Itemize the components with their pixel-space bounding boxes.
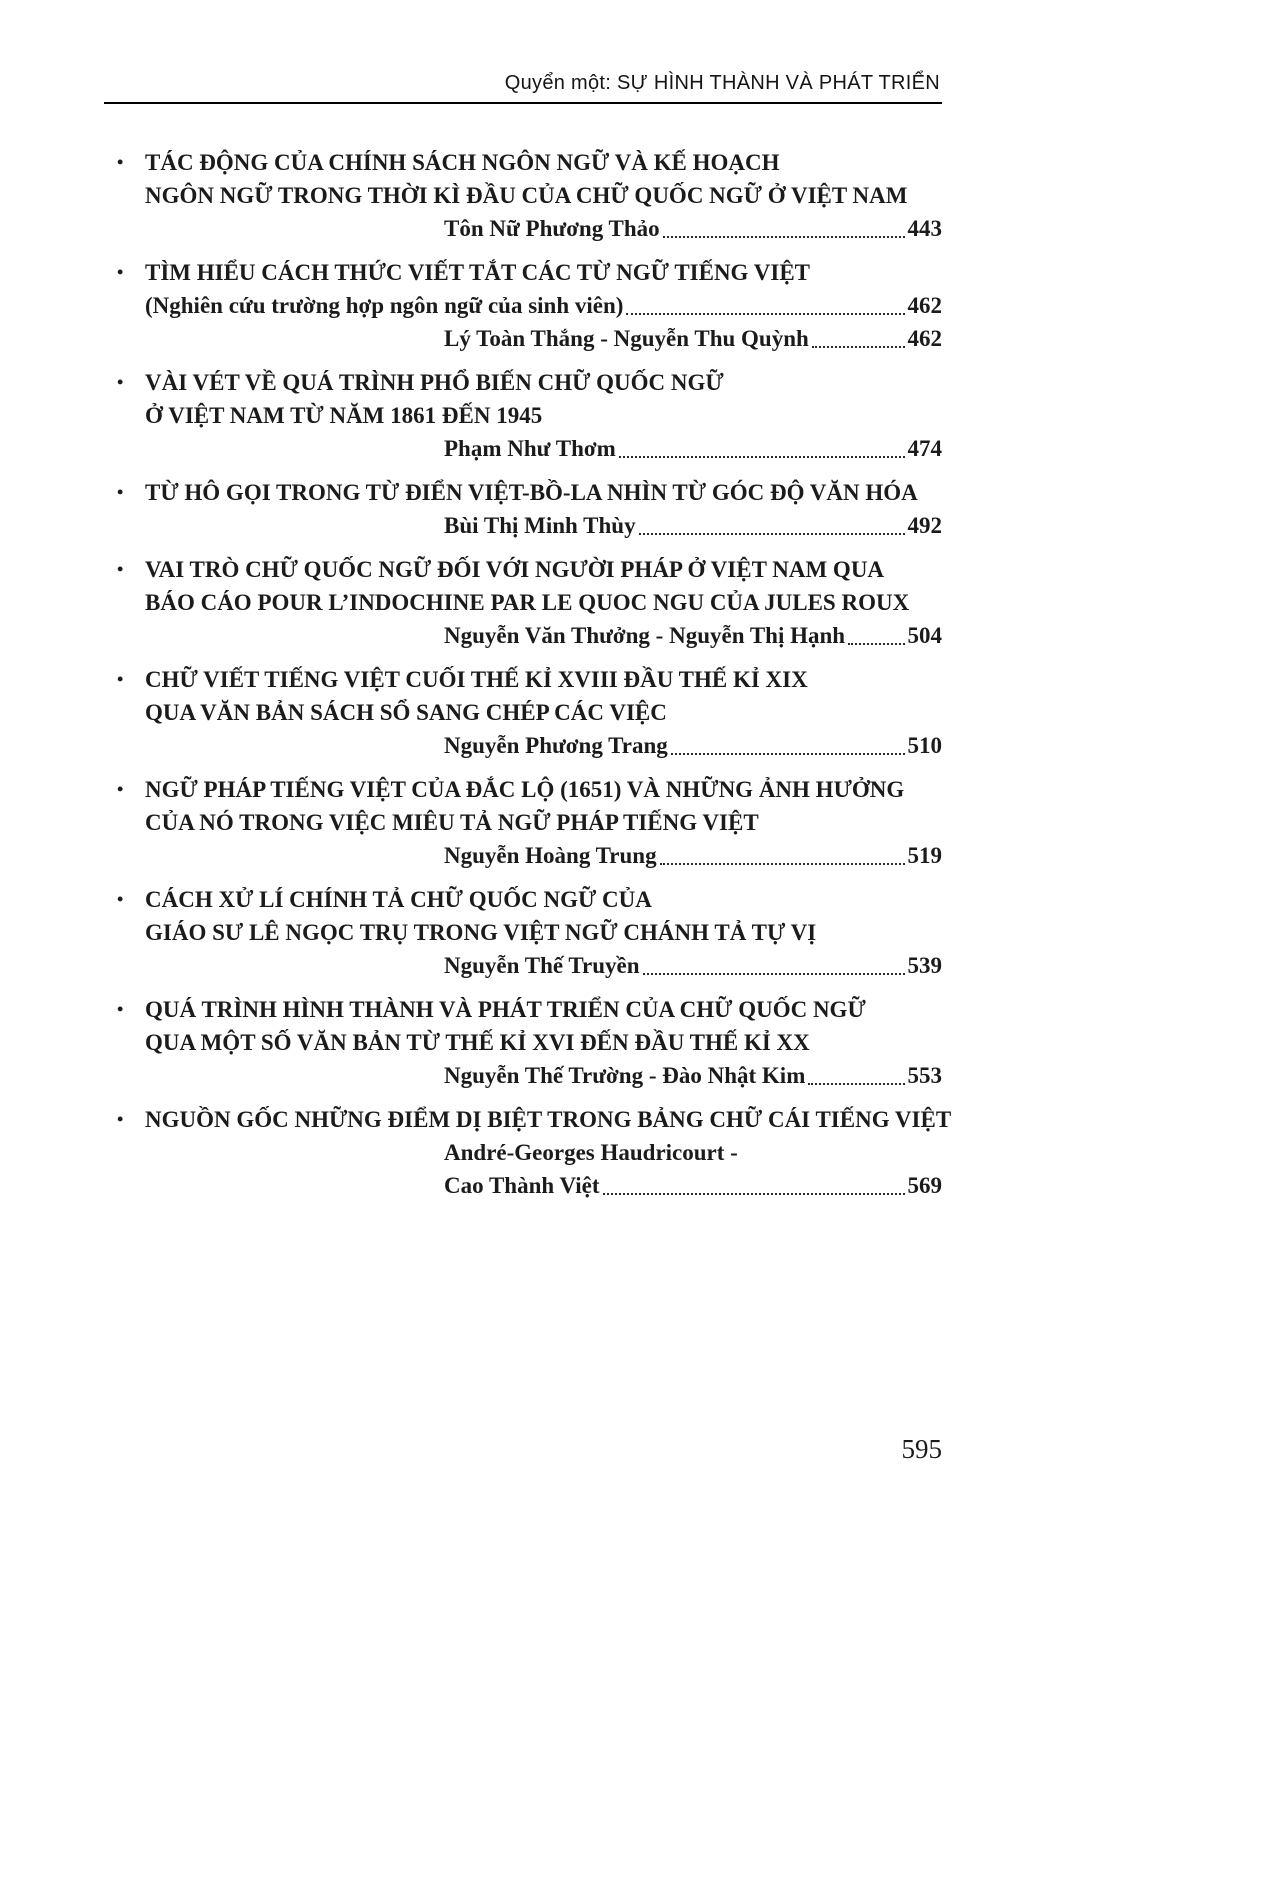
toc-title-text: TÌM HIỂU CÁCH THỨC VIẾT TẮT CÁC TỪ NGỮ TIẾNG VIỆT xyxy=(145,260,811,285)
toc-author-line xyxy=(104,729,942,762)
table-of-contents xyxy=(104,146,952,1202)
bullet-icon: • xyxy=(117,1109,124,1129)
toc-title-text: VÀI VÉT VỀ QUÁ TRÌNH PHỔ BIẾN CHỮ QUỐC NGỮ xyxy=(145,370,724,395)
toc-author-line xyxy=(104,322,942,355)
toc-author-name: Bùi Thị Minh Thùy xyxy=(444,513,636,538)
toc-author-name: Nguyễn Thế Trường - Đào Nhật Kim xyxy=(444,1063,806,1088)
bullet-icon: • xyxy=(117,262,124,282)
toc-author-line xyxy=(104,1136,942,1169)
toc-title-text: VAI TRÒ CHỮ QUỐC NGỮ ĐỐI VỚI NGƯỜI PHÁP Ở VIỆT NAM QUA xyxy=(145,557,885,582)
toc-page-number: 539 xyxy=(907,953,942,978)
header-rule xyxy=(104,102,942,104)
toc-title-line xyxy=(104,1103,952,1136)
bullet-icon: • xyxy=(117,152,124,172)
toc-author-line xyxy=(104,212,942,245)
toc-author-name: Lý Toàn Thắng - Nguyễn Thu Quỳnh xyxy=(444,326,809,351)
toc-title-line xyxy=(104,993,942,1026)
bullet-icon: • xyxy=(117,889,124,909)
toc-author-line xyxy=(104,432,942,465)
toc-title-line xyxy=(104,586,942,619)
toc-entry xyxy=(104,1103,952,1202)
toc-author-line xyxy=(104,949,942,982)
toc-page-number: 504 xyxy=(907,623,942,648)
toc-title-text: (Nghiên cứu trường hợp ngôn ngữ của sinh viên) xyxy=(145,293,624,318)
dot-leader xyxy=(603,1193,905,1195)
bullet-icon: • xyxy=(117,669,124,689)
toc-page-number: 492 xyxy=(907,513,942,538)
toc-author-line xyxy=(104,839,942,872)
bullet-icon: • xyxy=(117,372,124,392)
toc-page-number: 462 xyxy=(907,293,942,318)
toc-entry xyxy=(104,366,942,465)
toc-author-name: Phạm Như Thơm xyxy=(444,436,616,461)
toc-title-line xyxy=(104,696,942,729)
bullet-icon: • xyxy=(117,559,124,579)
toc-entry xyxy=(104,663,942,762)
toc-title-line xyxy=(104,146,942,179)
toc-entry xyxy=(104,773,942,872)
toc-title-text: NGUỒN GỐC NHỮNG ĐIỂM DỊ BIỆT TRONG BẢNG CHỮ CÁI TIẾNG VIỆT xyxy=(145,1107,952,1132)
toc-title-line xyxy=(104,553,942,586)
toc-title-line xyxy=(104,883,942,916)
toc-title-line xyxy=(104,179,942,212)
toc-page-number: 443 xyxy=(907,216,942,241)
dot-leader xyxy=(639,533,905,535)
toc-title-text: NGỮ PHÁP TIẾNG VIỆT CỦA ĐẮC LỘ (1651) VÀ NHỮNG ẢNH HƯỞNG xyxy=(145,777,905,802)
toc-author-name: Nguyễn Hoàng Trung xyxy=(444,843,657,868)
dot-leader xyxy=(808,1083,904,1085)
toc-entry xyxy=(104,146,942,245)
bullet-icon: • xyxy=(117,999,124,1019)
bullet-icon: • xyxy=(117,482,124,502)
toc-author-line xyxy=(104,1169,942,1202)
toc-title-text: CÁCH XỬ LÍ CHÍNH TẢ CHỮ QUỐC NGỮ CỦA xyxy=(145,887,652,912)
toc-title-line xyxy=(104,1026,942,1059)
toc-author-line xyxy=(104,619,942,652)
toc-author-name: André-Georges Haudricourt - xyxy=(444,1140,738,1165)
toc-page-number: 553 xyxy=(907,1063,942,1088)
toc-title-text: CỦA NÓ TRONG VIỆC MIÊU TẢ NGỮ PHÁP TIẾNG VIỆT xyxy=(145,810,759,835)
toc-page-number: 462 xyxy=(907,326,942,351)
toc-title-text: NGÔN NGỮ TRONG THỜI KÌ ĐẦU CỦA CHỮ QUỐC NGỮ Ở VIỆT NAM xyxy=(145,183,908,208)
dot-leader xyxy=(619,456,905,458)
dot-leader xyxy=(626,313,904,315)
toc-author-name: Nguyễn Phương Trang xyxy=(444,733,668,758)
toc-title-line xyxy=(104,256,942,289)
toc-author-name: Tôn Nữ Phương Thảo xyxy=(444,216,660,241)
toc-page-number: 510 xyxy=(907,733,942,758)
toc-title-line xyxy=(104,663,942,696)
toc-title-line xyxy=(104,289,942,322)
dot-leader xyxy=(848,643,904,645)
toc-title-line xyxy=(104,366,942,399)
bullet-icon: • xyxy=(117,779,124,799)
dot-leader xyxy=(812,346,905,348)
toc-title-text: TÁC ĐỘNG CỦA CHÍNH SÁCH NGÔN NGỮ VÀ KẾ HOẠCH xyxy=(145,150,780,175)
toc-title-line xyxy=(104,916,942,949)
toc-title-line xyxy=(104,399,942,432)
toc-entry xyxy=(104,476,942,542)
toc-title-text: CHỮ VIẾT TIẾNG VIỆT CUỐI THẾ KỈ XVIII ĐẦU THẾ KỈ XIX xyxy=(145,667,808,692)
toc-author-line xyxy=(104,1059,942,1092)
page-number: 595 xyxy=(901,1434,942,1464)
toc-entry xyxy=(104,256,942,355)
toc-author-name: Cao Thành Việt xyxy=(444,1173,600,1198)
toc-title-line xyxy=(104,476,942,509)
toc-title-text: GIÁO SƯ LÊ NGỌC TRỤ TRONG VIỆT NGỮ CHÁNH TẢ TỰ VỊ xyxy=(145,920,817,945)
toc-title-line xyxy=(104,806,942,839)
toc-title-text: TỪ HÔ GỌI TRONG TỪ ĐIỂN VIỆT-BỒ-LA NHÌN TỪ GÓC ĐỘ VĂN HÓA xyxy=(145,480,918,505)
toc-entry xyxy=(104,993,942,1092)
page-content xyxy=(104,70,952,1213)
toc-page-number: 569 xyxy=(907,1173,942,1198)
running-header: Quyển một: SỰ HÌNH THÀNH VÀ PHÁT TRIỂN xyxy=(504,72,940,94)
toc-title-line xyxy=(104,773,942,806)
dot-leader xyxy=(660,863,905,865)
dot-leader xyxy=(643,973,905,975)
toc-title-text: BÁO CÁO POUR L’INDOCHINE PAR LE QUOC NGU CỦA JULES ROUX xyxy=(145,590,910,615)
toc-title-text: QUÁ TRÌNH HÌNH THÀNH VÀ PHÁT TRIỂN CỦA CHỮ QUỐC NGỮ xyxy=(145,997,866,1022)
toc-page-number: 519 xyxy=(907,843,942,868)
toc-title-text: QUA MỘT SỐ VĂN BẢN TỪ THẾ KỈ XVI ĐẾN ĐẦU THẾ KỈ XX xyxy=(145,1030,810,1055)
toc-author-line xyxy=(104,509,942,542)
toc-entry xyxy=(104,883,942,982)
toc-author-name: Nguyễn Văn Thưởng - Nguyễn Thị Hạnh xyxy=(444,623,846,648)
dot-leader xyxy=(671,753,905,755)
dot-leader xyxy=(663,236,905,238)
toc-author-name: Nguyễn Thế Truyền xyxy=(444,953,640,978)
toc-title-text: QUA VĂN BẢN SÁCH SỔ SANG CHÉP CÁC VIỆC xyxy=(145,700,667,725)
toc-title-text: Ở VIỆT NAM TỪ NĂM 1861 ĐẾN 1945 xyxy=(145,403,543,428)
toc-page-number: 474 xyxy=(907,436,942,461)
toc-entry xyxy=(104,553,942,652)
